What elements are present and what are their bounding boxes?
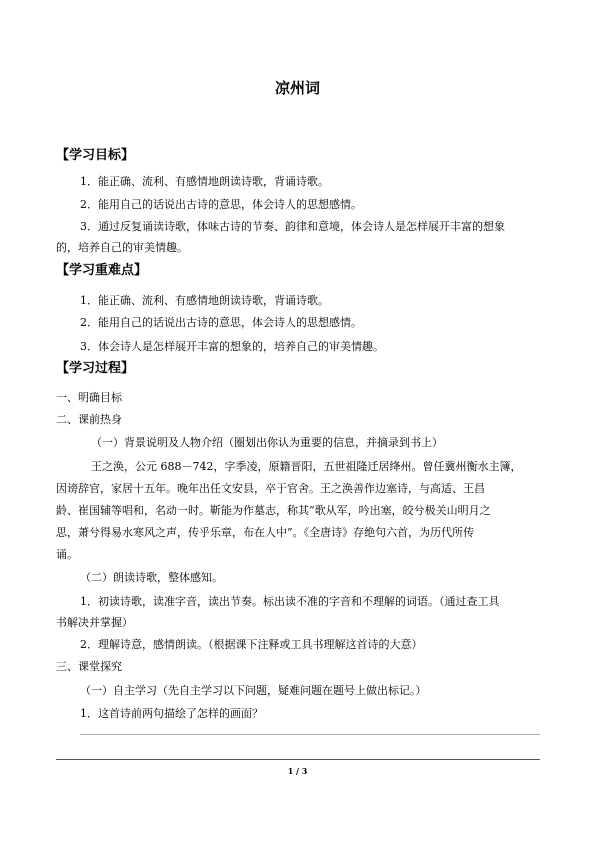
biography-line-2: 因谤辞官，家居十五年。晚年出任文安县，卒于官舍。王之涣善作边塞诗，与高适、王昌 xyxy=(56,482,485,495)
page-number: 1 / 3 xyxy=(287,766,308,776)
process-sub-self-study: （一）自主学习（先自主学习以下问题，疑难问题在题号上做出标记。） xyxy=(80,684,427,697)
goal-item-3-cont: 的，培养自己的审美情趣。 xyxy=(56,241,188,254)
section-heading-goals: 【学习目标】 xyxy=(56,148,135,163)
process-step-explore: 三、课堂探究 xyxy=(56,660,122,673)
process-sub-reading: （二）朗读诗歌，整体感知。 xyxy=(80,571,223,584)
biography-line-1: 王之涣，公元 688－742，字季凌，原籍晋阳，五世祖隆迁居绛州。曾任冀州衡水主簿， xyxy=(91,460,522,473)
reading-task-1: 1．初读诗歌，读准字音，读出节奏。标出读不准的字音和不理解的词语。（通过查工具 xyxy=(80,595,500,608)
process-step-warmup: 二、课前热身 xyxy=(56,413,122,426)
footer-divider xyxy=(56,759,540,760)
goal-item-1: 1．能正确、流利、有感情地朗读诗歌，背诵诗歌。 xyxy=(80,175,329,188)
reading-task-2: 2．理解诗意，感情朗读。（根据课下注释或工具书理解这首诗的大意） xyxy=(80,638,423,651)
biography-line-4: 思，萧兮得易水寒风之声，传乎乐章，布在人中”。《全唐诗》存绝句六首，为历代所传 xyxy=(56,526,475,539)
goal-item-3: 3．通过反复诵读诗歌，体味古诗的节奏、韵律和意境，体会诗人是怎样展开丰富的想象 xyxy=(80,220,505,233)
key-point-item-3: 3．体会诗人是怎样展开丰富的想象的，培养自己的审美情趣。 xyxy=(80,340,384,353)
biography-line-3: 龄、崔国辅等唱和，名动一时。靳能为作墓志，称其“歌从军，吟出塞，皎兮极关山明月之 xyxy=(56,504,491,517)
goal-item-2: 2．能用自己的话说出古诗的意思，体会诗人的思想感情。 xyxy=(80,198,362,211)
question-1: 1．这首诗前两句描绘了怎样的画面？ xyxy=(80,707,263,720)
page-title: 凉州词 xyxy=(274,79,320,97)
section-heading-process: 【学习过程】 xyxy=(56,361,135,376)
biography-line-5: 诵。 xyxy=(56,548,78,561)
answer-line xyxy=(80,734,540,735)
process-step-goal: 一、明确目标 xyxy=(56,391,122,404)
key-point-item-1: 1．能正确、流利、有感情地朗读诗歌，背诵诗歌。 xyxy=(80,294,329,307)
reading-task-1-cont: 书解决并掌握） xyxy=(56,616,133,629)
process-sub-background: （一）背景说明及人物介绍（圈划出你认为重要的信息，并摘录到书上） xyxy=(91,436,443,449)
section-heading-key-points: 【学习重难点】 xyxy=(56,263,148,278)
key-point-item-2: 2．能用自己的话说出古诗的意思，体会诗人的思想感情。 xyxy=(80,316,362,329)
